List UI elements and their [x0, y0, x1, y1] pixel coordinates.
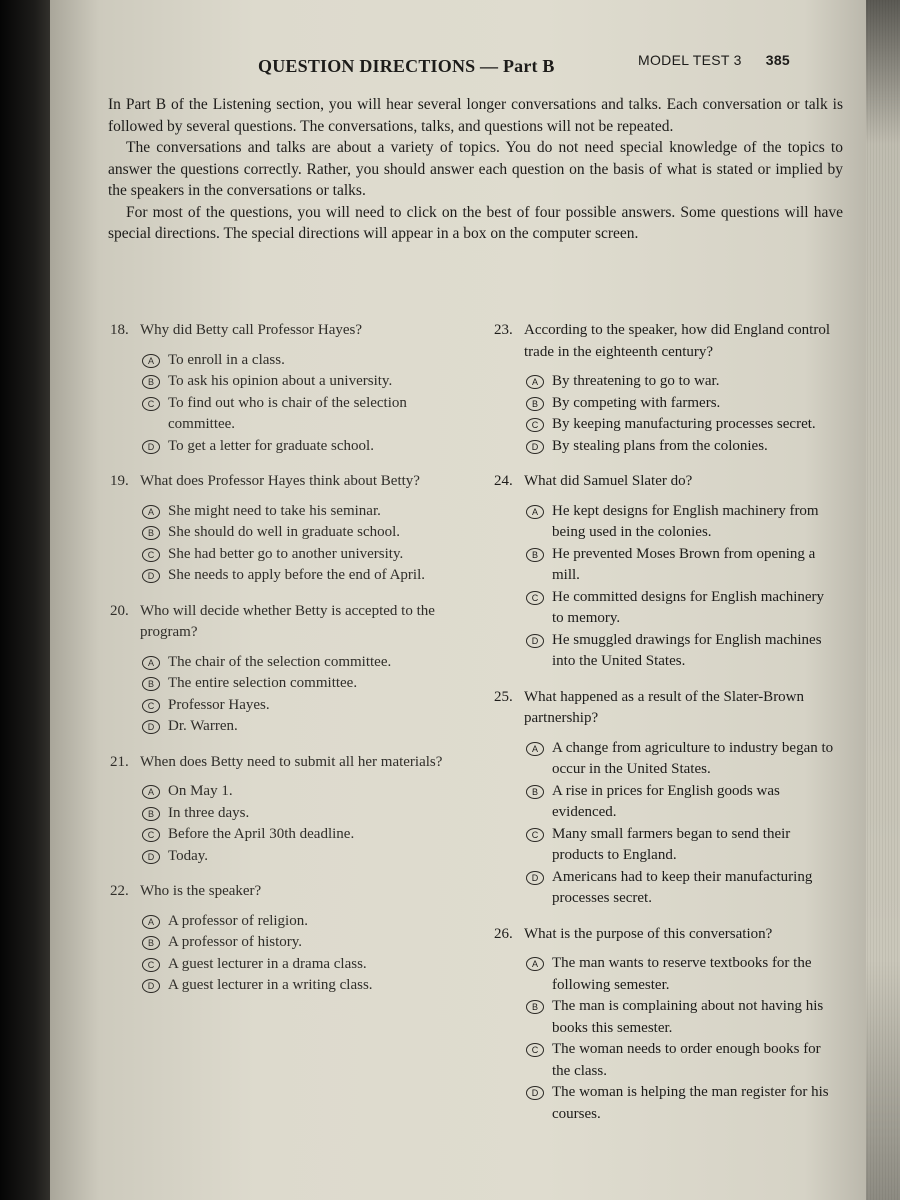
answer-option: [526, 1039, 834, 1082]
answer-bubble-icon: A: [142, 354, 160, 368]
question-number: 18.: [110, 322, 129, 338]
question-stem: [110, 601, 450, 644]
answer-options: [526, 738, 834, 910]
answer-option-text: The woman is helping the man register for his courses.: [552, 1084, 829, 1122]
answer-bubble-icon: C: [142, 548, 160, 562]
answer-option: [142, 501, 450, 523]
question-stem: [110, 471, 450, 493]
answer-option-text: He committed designs for English machinery to memory.: [552, 588, 825, 626]
answer-bubble-icon: D: [142, 979, 160, 993]
answer-bubble-icon: C: [526, 591, 544, 605]
answer-option-text: The man wants to reserve textbooks for the following semester.: [552, 955, 812, 993]
question-number: 19.: [110, 473, 129, 489]
answer-bubble-icon: D: [526, 1086, 544, 1100]
answer-bubble-icon: C: [526, 418, 544, 432]
answer-bubble-icon: C: [142, 397, 160, 411]
question-stem: [110, 320, 450, 342]
answer-option-text: The chair of the selection committee.: [168, 653, 392, 670]
answer-option-text: The woman needs to order enough books for the class.: [552, 1041, 821, 1079]
answer-bubble-icon: A: [142, 505, 160, 519]
question-item: [494, 320, 834, 457]
running-head: [638, 52, 790, 68]
answer-option: [526, 393, 834, 415]
answer-option: [142, 781, 450, 803]
answer-option: [142, 695, 450, 717]
right-question-column: [494, 320, 834, 1139]
answer-bubble-icon: A: [526, 957, 544, 971]
answer-bubble-icon: D: [142, 569, 160, 583]
answer-option: [526, 544, 834, 587]
answer-option-text: A rise in prices for English goods was evidenced.: [552, 782, 780, 820]
question-stem: [494, 687, 834, 730]
answer-bubble-icon: A: [142, 656, 160, 670]
answer-options: [142, 652, 450, 738]
answer-option-text: Americans had to keep their manufacturing processes secret.: [552, 868, 813, 906]
answer-bubble-icon: B: [526, 548, 544, 562]
answer-options: [526, 501, 834, 673]
answer-option: [142, 803, 450, 825]
answer-option: [142, 522, 450, 544]
answer-bubble-icon: A: [142, 785, 160, 799]
question-item: [494, 687, 834, 910]
question-number: 21.: [110, 753, 129, 770]
answer-option: [142, 932, 450, 954]
question-number: 23.: [494, 322, 513, 338]
answer-option-text: He prevented Moses Brown from opening a mill.: [552, 545, 816, 583]
question-stem: [494, 471, 834, 493]
answer-option: [142, 393, 450, 436]
directions-paragraph: In Part B of the Listening section, you will hear several longer conversations and talks. Each conversation or talk is followed by several questions. The conversations, talks, and questions will not be repeated.: [108, 96, 843, 135]
answer-option: [142, 544, 450, 566]
question-text: What does Professor Hayes think about Betty?: [140, 473, 420, 489]
answer-option-text: He kept designs for English machinery from being used in the colonies.: [552, 502, 819, 540]
question-number: 20.: [110, 602, 129, 619]
answer-option-text: By threatening to go to war.: [552, 373, 720, 389]
answer-bubble-icon: A: [526, 742, 544, 756]
answer-option: [142, 824, 450, 846]
running-head-label: MODEL TEST 3: [638, 52, 742, 68]
answer-bubble-icon: B: [142, 936, 160, 950]
answer-option-text: She should do well in graduate school.: [168, 524, 401, 540]
question-item: [494, 924, 834, 1126]
question-stem: [494, 320, 834, 363]
answer-option-text: Dr. Warren.: [168, 718, 238, 734]
answer-option-text: A guest lecturer in a writing class.: [168, 977, 373, 993]
answer-bubble-icon: D: [142, 850, 160, 864]
answer-option-text: To get a letter for graduate school.: [168, 437, 374, 454]
answer-option-text: To enroll in a class.: [168, 351, 285, 368]
answer-bubble-icon: C: [526, 828, 544, 842]
question-item: [110, 320, 450, 457]
answer-option: [526, 414, 834, 436]
answer-option: [526, 1082, 834, 1125]
question-text: What happened as a result of the Slater-Brown partnership?: [524, 688, 805, 726]
answer-bubble-icon: B: [526, 1000, 544, 1014]
answer-option: [142, 436, 450, 458]
question-text: What is the purpose of this conversation?: [524, 925, 773, 942]
answer-options: [526, 371, 834, 457]
answer-option: [142, 911, 450, 933]
answer-bubble-icon: B: [526, 397, 544, 411]
answer-option: [526, 953, 834, 996]
book-page: [50, 0, 870, 1200]
answer-option-text: The man is complaining about not having his books this semester.: [552, 998, 824, 1036]
answer-bubble-icon: D: [526, 634, 544, 648]
question-stem: [494, 924, 834, 946]
section-title: QUESTION DIRECTIONS — Part B: [258, 56, 555, 76]
answer-option: [526, 501, 834, 544]
answer-option-text: By stealing plans from the colonies.: [552, 437, 768, 454]
question-text: Who is the speaker?: [140, 883, 262, 899]
answer-bubble-icon: D: [142, 440, 160, 454]
question-item: [494, 471, 834, 673]
answer-option-text: Many small farmers began to send their products to England.: [552, 825, 791, 863]
question-stem: [110, 881, 450, 903]
question-stem: [110, 752, 450, 774]
answer-option-text: A guest lecturer in a drama class.: [168, 955, 367, 972]
answer-option: [142, 652, 450, 674]
answer-option: [526, 781, 834, 824]
answer-option-text: Before the April 30th deadline.: [168, 826, 355, 842]
answer-option: [526, 587, 834, 630]
answer-bubble-icon: B: [142, 677, 160, 691]
answer-bubble-icon: C: [142, 958, 160, 972]
answer-options: [142, 501, 450, 587]
left-question-column: [110, 320, 450, 1011]
answer-bubble-icon: A: [142, 915, 160, 929]
answer-option: [142, 846, 450, 868]
answer-option-text: The entire selection committee.: [168, 675, 358, 691]
answer-bubble-icon: B: [142, 526, 160, 540]
answer-bubble-icon: C: [142, 828, 160, 842]
answer-option-text: By keeping manufacturing processes secret.: [552, 416, 816, 432]
answer-bubble-icon: C: [142, 699, 160, 713]
question-text: Who will decide whether Betty is accepted to the program?: [140, 602, 435, 640]
question-item: [110, 752, 450, 868]
answer-bubble-icon: A: [526, 375, 544, 389]
question-text: When does Betty need to submit all her materials?: [140, 753, 443, 770]
question-text: According to the speaker, how did England control trade in the eighteenth century?: [524, 322, 830, 360]
answer-option-text: On May 1.: [168, 783, 233, 799]
question-item: [110, 881, 450, 997]
answer-option: [142, 954, 450, 976]
page-edge-shadow: [866, 0, 900, 1200]
answer-option: [142, 350, 450, 372]
answer-bubble-icon: D: [526, 871, 544, 885]
answer-options: [142, 911, 450, 997]
answer-option: [142, 975, 450, 997]
directions-text: [108, 94, 843, 245]
answer-option-text: Today.: [168, 847, 209, 864]
answer-option: [142, 716, 450, 738]
answer-option-text: She had better go to another university.: [168, 545, 404, 562]
question-text: Why did Betty call Professor Hayes?: [140, 322, 363, 338]
answer-bubble-icon: B: [526, 785, 544, 799]
answer-option-text: A change from agriculture to industry began to occur in the United States.: [552, 739, 834, 777]
answer-bubble-icon: B: [142, 807, 160, 821]
directions-paragraph: The conversations and talks are about a variety of topics. You do not need special knowledge of the topics to answer the questions correctly. Rather, you should answer each question on the basis of what is stated or implied by the speakers in the conversations or talks.: [108, 139, 843, 199]
answer-options: [142, 781, 450, 867]
page-number: 385: [765, 52, 790, 68]
answer-options: [142, 350, 450, 458]
question-item: [110, 601, 450, 738]
answer-option: [526, 436, 834, 458]
answer-option: [526, 371, 834, 393]
answer-option: [526, 867, 834, 910]
answer-option-text: To find out who is chair of the selection committee.: [168, 394, 407, 432]
answer-option: [142, 371, 450, 393]
answer-option-text: To ask his opinion about a university.: [168, 373, 393, 389]
answer-bubble-icon: A: [526, 505, 544, 519]
answer-option-text: She needs to apply before the end of April.: [168, 567, 426, 583]
answer-option-text: A professor of religion.: [168, 912, 308, 929]
answer-option-text: She might need to take his seminar.: [168, 502, 381, 519]
answer-option-text: He smuggled drawings for English machines into the United States.: [552, 631, 822, 669]
question-text: What did Samuel Slater do?: [524, 473, 693, 489]
question-item: [110, 471, 450, 587]
answer-option-text: By competing with farmers.: [552, 394, 721, 411]
answer-bubble-icon: B: [142, 375, 160, 389]
answer-options: [526, 953, 834, 1125]
answer-option: [142, 673, 450, 695]
question-number: 24.: [494, 473, 513, 489]
answer-option: [526, 738, 834, 781]
question-number: 26.: [494, 925, 513, 942]
answer-option-text: A professor of history.: [168, 934, 303, 950]
answer-option-text: Professor Hayes.: [168, 696, 270, 713]
answer-option: [142, 565, 450, 587]
question-number: 22.: [110, 883, 129, 899]
answer-bubble-icon: D: [526, 440, 544, 454]
answer-option-text: In three days.: [168, 804, 250, 821]
answer-option: [526, 824, 834, 867]
answer-option: [526, 630, 834, 673]
answer-bubble-icon: D: [142, 720, 160, 734]
question-number: 25.: [494, 688, 513, 705]
directions-paragraph: For most of the questions, you will need to click on the best of four possible answers. Some questions will have special directions. The special directions will appear in a box on the computer screen.: [108, 203, 843, 242]
answer-option: [526, 996, 834, 1039]
answer-bubble-icon: C: [526, 1043, 544, 1057]
